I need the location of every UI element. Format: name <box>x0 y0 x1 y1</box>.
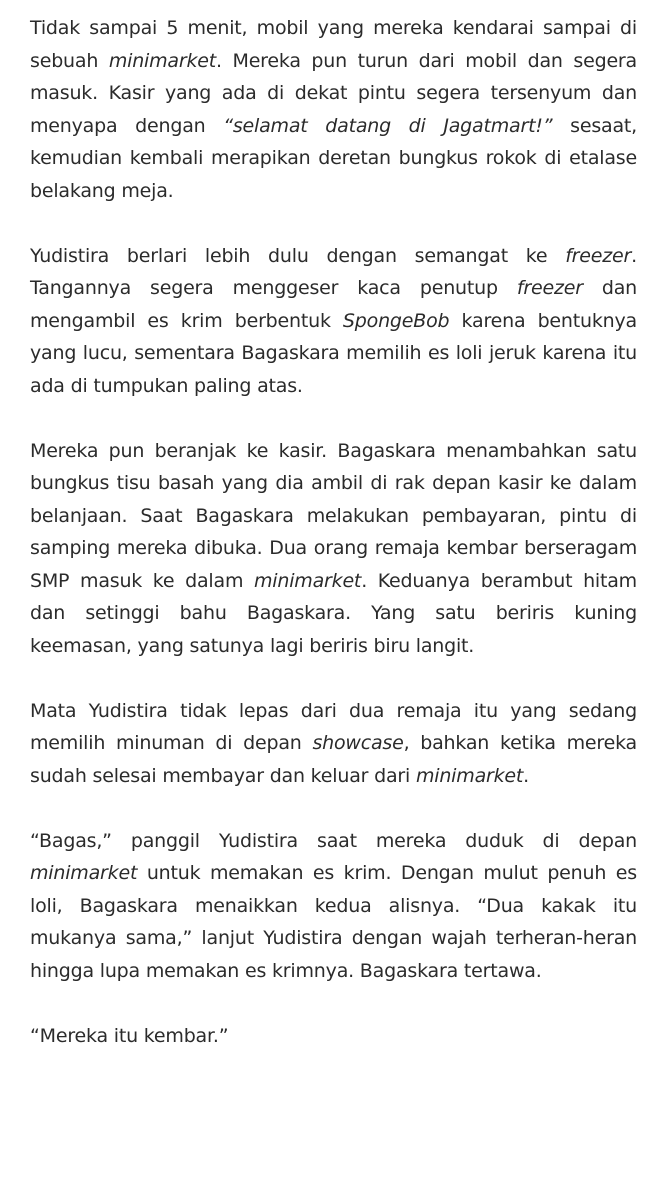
italic-text: showcase <box>312 732 404 754</box>
text-run: , bahkan ketika mereka sudah selesai membayar dan keluar dari <box>30 732 637 787</box>
italic-text: freezer <box>516 277 583 299</box>
text-run: “Mereka itu kembar.” <box>30 1024 229 1047</box>
paragraph <box>30 240 637 403</box>
text-run: . Mereka pun turun dari mobil dan segera masuk. Kasir yang ada di dekat pintu segera tersenyum dan menyapa dengan <box>30 49 637 137</box>
italic-text: minimarket <box>253 569 362 592</box>
paragraph <box>30 12 637 207</box>
text-run: Mereka pun beranjak ke kasir. Bagaskara menambahkan satu bungkus tisu basah yang dia ambil di rak depan kasir ke dalam belanjaan. Saat Bagaskara melakukan pembayaran, pintu di samping mereka dibuka. Dua orang remaja kembar berseragam SMP masuk ke dalam <box>30 439 637 592</box>
text-run: . Tangannya segera menggeser kaca penutup <box>30 244 637 299</box>
italic-text: freezer <box>565 244 632 267</box>
italic-text: “selamat datang di Jagatmart!” <box>223 114 553 137</box>
text-run: dan mengambil es krim berbentuk <box>30 277 637 332</box>
paragraph <box>30 1020 637 1053</box>
text-run: untuk memakan es krim. Dengan mulut penuh es loli, Bagaskara menaikkan kedua alisnya. “Dua kakak itu mukanya sama,” lanjut Yudistira dengan wajah terheran-heran hingga lupa memakan es krimnya. Bagaskara tertawa. <box>30 862 637 982</box>
text-run: . <box>523 764 530 787</box>
italic-text: minimarket <box>108 49 217 72</box>
text-run: . Keduanya berambut hitam dan setinggi bahu Bagaskara. Yang satu beriris kuning keemasan, yang satunya lagi beriris biru langit. <box>30 569 637 657</box>
text-run: Mata Yudistira tidak lepas dari dua remaja itu yang sedang memilih minuman di depan <box>30 699 637 754</box>
paragraph <box>30 825 637 988</box>
text-run: karena bentuknya yang lucu, sementara Bagaskara memilih es loli jeruk karena itu ada di tumpukan paling atas. <box>30 309 637 397</box>
italic-text: minimarket <box>30 862 138 884</box>
paragraph <box>30 695 637 793</box>
italic-text: SpongeBob <box>342 309 450 332</box>
text-run: “Bagas,” panggil Yudistira saat mereka duduk di depan <box>30 829 637 852</box>
paragraph <box>30 435 637 663</box>
text-run: Tidak sampai 5 menit, mobil yang mereka kendarai sampai di sebuah <box>30 17 637 72</box>
italic-text: minimarket <box>415 764 524 787</box>
text-run: sesaat, kemudian kembali merapikan deretan bungkus rokok di etalase belakang meja. <box>30 114 637 202</box>
text-run: Yudistira berlari lebih dulu dengan semangat ke <box>30 244 566 267</box>
